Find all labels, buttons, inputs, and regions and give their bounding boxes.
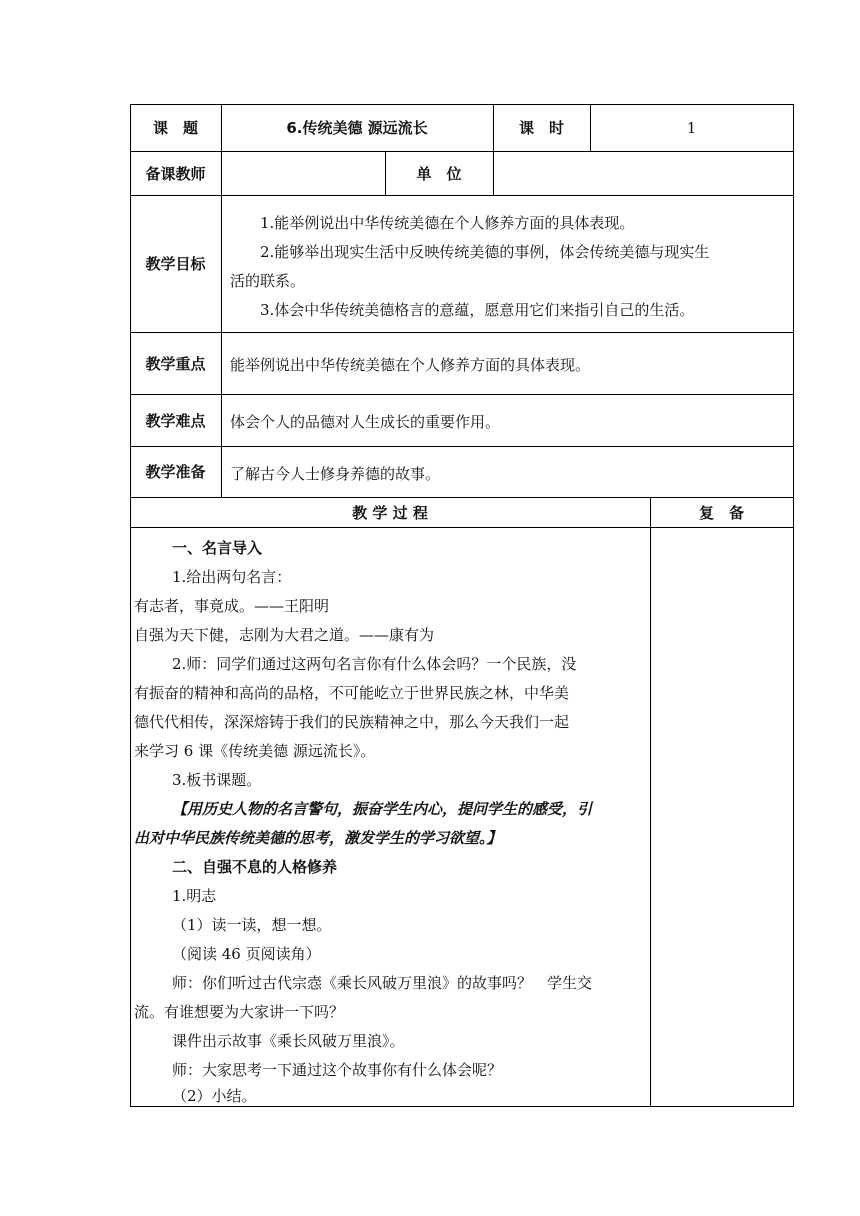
preparation-value: 了解古今人士修身养德的故事。: [230, 465, 441, 483]
unit-value: [493, 151, 793, 195]
rule: [130, 195, 794, 196]
hours-label: 课 时: [518, 119, 564, 137]
difficulties-value: 体会个人的品德对人生成长的重要作用。: [230, 413, 501, 431]
process-header: 教 学 过 程: [352, 503, 428, 522]
process-line: 1.明志: [172, 887, 217, 905]
topic-value: 6.传统美德 源远流长: [286, 119, 428, 137]
design-note: 【用历史人物的名言警句，振奋学生内心，提问学生的感受，引: [172, 800, 593, 818]
review-header: 复 备: [698, 503, 744, 522]
process-line: 3.板书课题。: [172, 771, 262, 789]
rule: [130, 446, 794, 447]
teacher-value: [221, 151, 385, 195]
process-line: 课件出示故事《乘长风破万里浪》。: [172, 1032, 405, 1050]
difficulties-label: 教学难点: [145, 411, 206, 430]
section-heading: 一、名言导入: [172, 539, 263, 557]
goal-line: 1.能举例说出中华传统美德在个人修养方面的具体表现。: [260, 214, 635, 232]
design-note: 出对中华民族传统美德的思考，激发学生的学习欲望。】: [134, 829, 502, 847]
rule: [793, 104, 794, 1107]
process-line: 1.给出两句名言：: [172, 568, 292, 586]
process-line: 来学习 6 课《传统美德 源远流长》。: [134, 742, 376, 760]
process-line: 2.师：同学们通过这两句名言你有什么体会吗？一个民族，没: [172, 655, 577, 673]
topic-label: 课 题: [152, 119, 198, 137]
goal-line: 2.能够举出现实生活中反映传统美德的事例，体会传统美德与现实生: [260, 243, 710, 261]
key-points-value: 能举例说出中华传统美德在个人修养方面的具体表现。: [230, 356, 591, 374]
teacher-label: 备课教师: [145, 164, 206, 183]
key-points-label: 教学重点: [145, 354, 206, 373]
process-line: （2）小结。: [172, 1087, 257, 1105]
hours-value: 1: [686, 118, 697, 137]
process-line: 有志者，事竟成。——王阳明: [134, 597, 330, 615]
section-heading: 二、自强不息的人格修养: [172, 858, 338, 876]
unit-label: 单 位: [416, 164, 462, 183]
goal-line: 活的联系。: [230, 272, 306, 290]
rule: [130, 1106, 794, 1107]
process-line: 德代代相传，深深熔铸于我们的民族精神之中，那么今天我们一起: [134, 713, 570, 731]
rule: [130, 394, 794, 395]
process-line: （1）读一读，想一想。: [172, 916, 332, 934]
goal-line: 3.体会中华传统美德格言的意蕴，愿意用它们来指引自己的生活。: [260, 301, 695, 319]
goals-label: 教学目标: [145, 255, 206, 273]
preparation-label: 教学准备: [145, 463, 206, 481]
process-line: 流。有谁想要为大家讲一下吗？: [134, 1003, 345, 1021]
process-line: 有振奋的精神和高尚的品格，不可能屹立于世界民族之林，中华美: [134, 684, 570, 702]
rule: [130, 332, 794, 333]
process-line: 师：你们听过古代宗悫《乘长风破万里浪》的故事吗？ 学生交: [172, 974, 593, 992]
process-line: 师：大家思考一下通过这个故事你有什么体会呢？: [172, 1061, 503, 1079]
review-column: [651, 528, 793, 1106]
process-line: （阅读 46 页阅读角）: [172, 945, 321, 963]
process-line: 自强为天下健，志刚为大君之道。——康有为: [134, 626, 435, 644]
